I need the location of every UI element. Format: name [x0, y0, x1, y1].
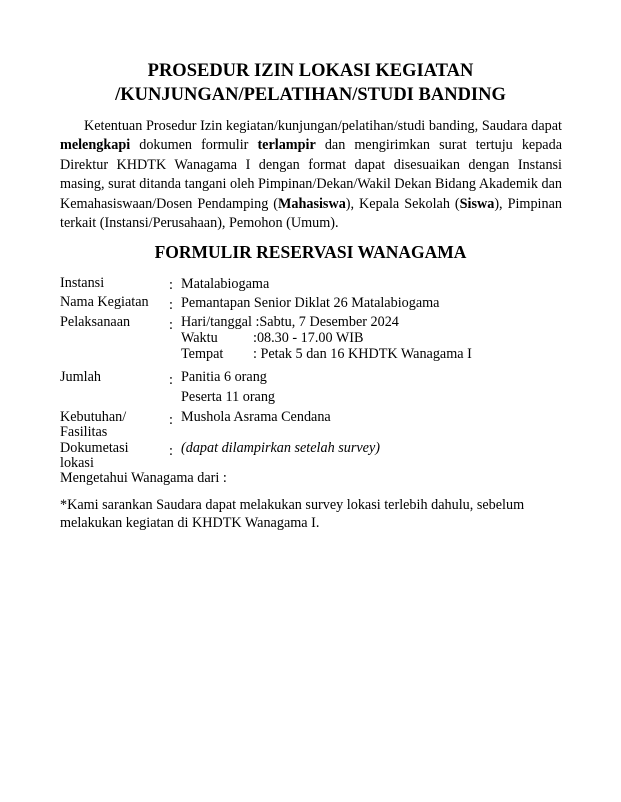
instansi-label: Instansi	[60, 275, 105, 291]
tempat-label: Tempat	[181, 346, 224, 362]
jumlah-peserta: Peserta 11 orang	[181, 389, 276, 405]
intro-bold: terlampir	[257, 137, 316, 154]
intro-paragraph	[60, 117, 562, 233]
intro-text: ), Pimpinan terkait (Instansi/Perusahaan), Pemohon (Umum).	[60, 195, 562, 232]
colon: :	[169, 443, 173, 459]
colon: :	[169, 297, 173, 313]
dokumentasi-label: Dokumetasi	[60, 440, 129, 456]
mengetahui-label: Mengetahui Wanagama dari :	[60, 470, 227, 486]
intro-bold: melengkapi	[60, 137, 131, 154]
form-heading: FORMULIR RESERVASI WANAGAMA	[154, 242, 467, 262]
nama-kegiatan-label: Nama Kegiatan	[60, 294, 149, 310]
title-line-2: /KUNJUNGAN/PELATIHAN/STUDI BANDING	[115, 85, 506, 105]
intro-text: Ketentuan Prosedur Izin kegiatan/kunjungan/pelatihan/studi banding, Saudara dapat	[84, 118, 562, 134]
tempat-value: : Petak 5 dan 16 KHDTK Wanagama I	[253, 346, 472, 362]
pelaksanaan-label: Pelaksanaan	[60, 314, 131, 330]
intro-text: ), Kepala Sekolah (	[345, 195, 460, 212]
fasilitas-label: Fasilitas	[60, 424, 108, 440]
instansi-value: Matalabiogama	[181, 276, 270, 292]
title-line-1: PROSEDUR IZIN LOKASI KEGIATAN	[147, 61, 474, 81]
dokumentasi-value: (dapat dilampirkan setelah survey)	[181, 440, 380, 456]
kebutuhan-value: Mushola Asrama Cendana	[181, 409, 331, 425]
intro-text: dan mengirimkan surat tertuju kepada Direktur KHDTK Wanagama I dengan format dapat disesuaikan dengan Instansi masing, surat ditanda tangani oleh Pimpinan/Dekan/Wakil Dekan Bidang Akademik dan Kemahasiswaan/Dosen Pendamping (	[60, 137, 562, 212]
nama-kegiatan-value: Pemantapan Senior Diklat 26 Matalabiogama	[181, 295, 440, 311]
colon: :	[169, 317, 173, 333]
hari-tanggal: Hari/tanggal :Sabtu, 7 Desember 2024	[181, 314, 399, 330]
colon: :	[169, 372, 173, 388]
intro-bold: Mahasiswa	[278, 195, 346, 212]
jumlah-label: Jumlah	[60, 369, 101, 385]
intro-bold: Siswa	[459, 195, 495, 212]
waktu-value: :08.30 - 17.00 WIB	[253, 330, 364, 346]
colon: :	[169, 412, 173, 428]
colon: :	[169, 277, 173, 293]
kebutuhan-label: Kebutuhan/	[60, 409, 127, 425]
jumlah-panitia: Panitia 6 orang	[181, 369, 267, 385]
waktu-label: Waktu	[181, 330, 218, 346]
survey-note: *Kami sarankan Saudara dapat melakukan survey lokasi terlebih dahulu, sebelum melakukan kegiatan di KHDTK Wanagama I.	[60, 497, 525, 531]
lokasi-label: lokasi	[60, 455, 94, 471]
intro-text: dokumen formulir	[130, 137, 258, 154]
